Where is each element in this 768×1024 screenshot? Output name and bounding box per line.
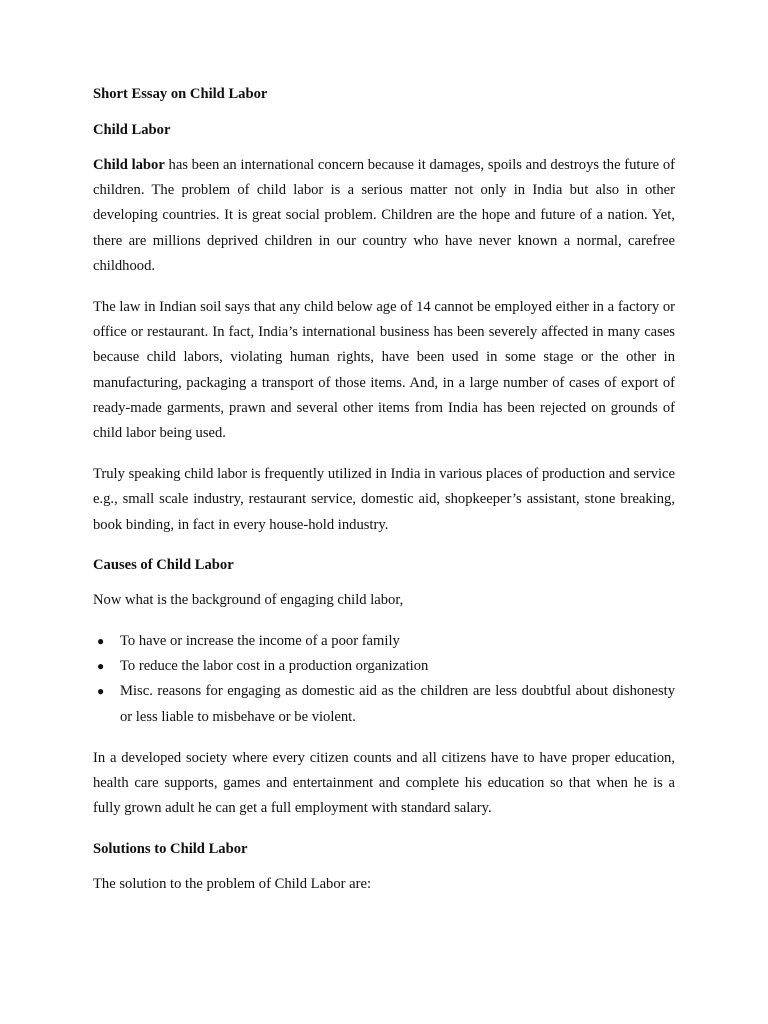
list-item <box>93 679 675 729</box>
causes-list <box>93 629 675 730</box>
intro-body-text: has been an international concern because it damages, spoils and destroys the future of children. The problem of child labor is a serious matter not only in India but also in other developing countries. It is great social problem. Children are the hope and future of a nation. Yet, there are millions deprived children in our country who have never known a normal, carefree childhood. <box>93 157 675 274</box>
society-paragraph: In a developed society where every citizen counts and all citizens have to have proper education, health care supports, games and entertainment and complete his education so that when he is a fully grown adult he can get a full employment with standard salary. <box>93 749 675 817</box>
list-item <box>93 654 675 679</box>
list-item <box>93 629 675 654</box>
causes-intro: Now what is the background of engaging child labor, <box>93 591 404 608</box>
bullet-icon: ● <box>97 684 105 699</box>
section-heading-causes: Causes of Child Labor <box>93 556 234 573</box>
solutions-intro: The solution to the problem of Child Labor are: <box>93 876 372 893</box>
usage-paragraph: Truly speaking child labor is frequently utilized in India in various places of production and service e.g., small scale industry, restaurant service, domestic aid, shopkeeper’s assistant, stone breaking, book binding, in fact in every house-hold industry. <box>93 466 675 533</box>
list-item-text: Misc. reasons for engaging as domestic aid as the children are less doubtful about dishonesty or less liable to misbehave or be violent. <box>120 683 675 725</box>
bullet-icon: ● <box>97 659 105 674</box>
section-heading-child-labor: Child Labor <box>93 122 171 138</box>
intro-paragraph <box>93 153 675 279</box>
section-heading-solutions: Solutions to Child Labor <box>93 841 248 858</box>
document-page <box>93 82 675 898</box>
bullet-icon: ● <box>97 634 105 649</box>
list-item-text: To reduce the labor cost in a production organization <box>120 658 429 675</box>
law-paragraph: The law in Indian soil says that any child below age of 14 cannot be employed either in a factory or office or restaurant. In fact, India’s international business has been severely affected in many cases because child labors, violating human rights, have been used in some stage or the other in manufacturing, packaging a transport of those items. And, in a large number of cases of export of ready-made garments, prawn and several other items from India has been rejected on grounds of child labor being used. <box>93 299 675 442</box>
list-item-text: To have or increase the income of a poor family <box>120 633 400 650</box>
intro-lead-text: Child labor <box>93 157 165 173</box>
essay-title: Short Essay on Child Labor <box>93 86 268 102</box>
